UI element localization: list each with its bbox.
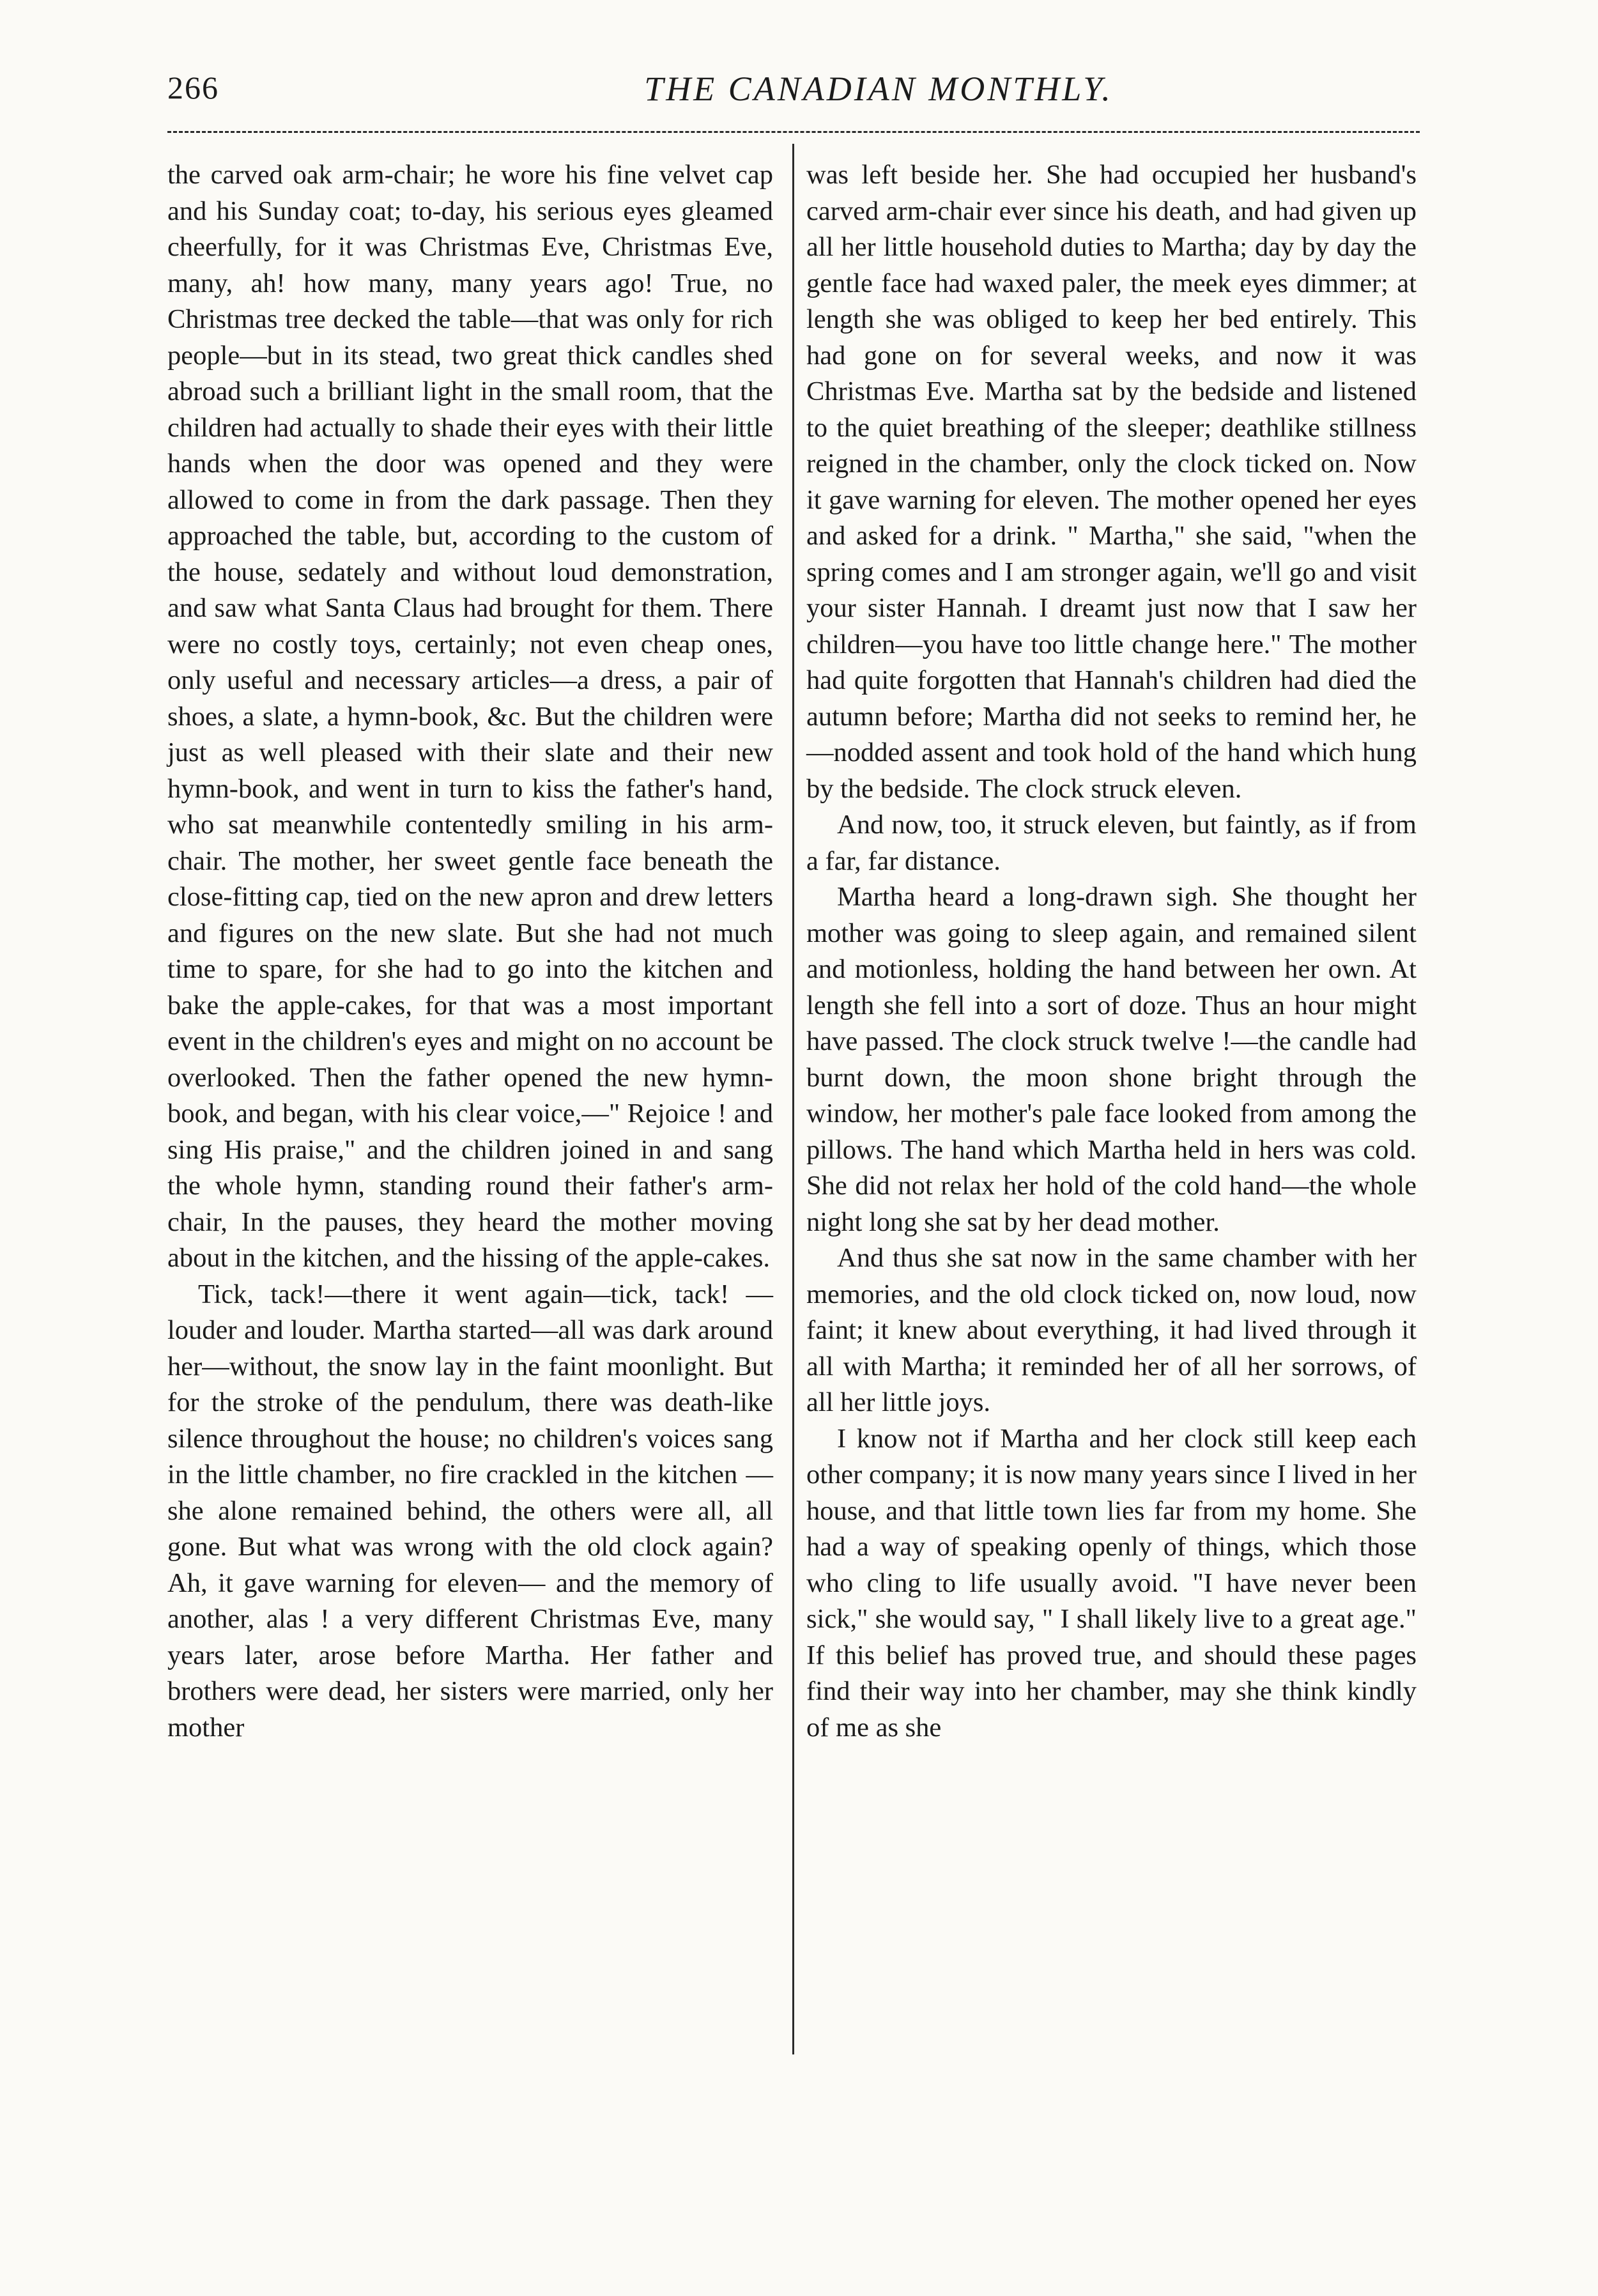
- page-number: 266: [167, 70, 219, 105]
- paragraph: was left beside her. She had occupied her husband's carved arm-chair ever since his death, and had given up all her little household duties to Martha; day by day the gentle face had waxed paler, the meek eyes dimmer; at length she was obliged to keep her bed entirely. This had gone on for several weeks, and now it was Christmas Eve. Martha sat by the bedside and listened to the quiet breathing of the sleeper; deathlike stillness reigned in the chamber, only the clock ticked on. Now it gave warning for eleven. The mother opened her eyes and asked for a drink. " Martha," she said, "when the spring comes and I am stronger again, we'll go and visit your sister Hannah. I dreamt just now that I saw her children—you have too little change here." The mother had quite forgotten that Hannah's children had died the autumn before; Martha did not seeks to remind her, he—nodded assent and took hold of the hand which hung by the bedside. The clock struck eleven.: [806, 160, 1417, 804]
- paragraph: Martha heard a long-drawn sigh. She thought her mother was going to sleep again, and remained silent and motionless, holding the hand between her own. At length she fell into a sort of doze. Thus an hour might have passed. The clock struck twelve !—the candle had burnt down, the moon shone bright through the window, her mother's pale face looked from among the pillows. The hand which Martha held in hers was cold. She did not relax her hold of the cold hand—the whole night long she sat by her dead mother.: [806, 882, 1417, 1237]
- paragraph: And thus she sat now in the same chamber with her memories, and the old clock ticked on, now loud, now faint; it knew about everything, it had lived through it all with Martha; it reminded her of all her sorrows, of all her little joys.: [806, 1243, 1417, 1417]
- left-column: [167, 157, 773, 1746]
- column-divider: [792, 144, 794, 2054]
- header-rule: [167, 131, 1420, 133]
- right-column: [806, 157, 1417, 1746]
- paragraph: the carved oak arm-chair; he wore his fine velvet cap and his Sunday coat; to-day, his serious eyes gleamed cheerfully, for it was Christmas Eve, Christmas Eve, many, ah! how many, many years ago! True, no Christmas tree decked the table—that was only for rich people—but in its stead, two great thick candles shed abroad such a brilliant light in the small room, that the children had actually to shade their eyes with their little hands when the door was opened and they were allowed to come in from the dark passage. Then they approached the table, but, according to the custom of the house, sedately and without loud demonstration, and saw what Santa Claus had brought for them. There were no costly toys, certainly; not even cheap ones, only useful and necessary articles—a dress, a pair of shoes, a slate, a hymn-book, &c. But the children were just as well pleased with their slate and their new hymn-book, and went in turn to kiss the father's hand, who sat meanwhile contentedly smiling in his arm-chair. The mother, her sweet gentle face beneath the close-fitting cap, tied on the new apron and drew letters and figures on the new slate. But she had not much time to spare, for she had to go into the kitchen and bake the apple-cakes, for that was a most important event in the children's eyes and might on no account be overlooked. Then the father opened the new hymn-book, and began, with his clear voice,—" Rejoice ! and sing His praise," and the children joined in and sang the whole hymn, standing round their father's arm-chair, In the pauses, they heard the mother moving about in the kitchen, and the hissing of the apple-cakes.: [167, 160, 773, 1273]
- running-title: THE CANADIAN MONTHLY.: [644, 70, 1113, 108]
- paragraph: I know not if Martha and her clock still keep each other company; it is now many years since I lived in her house, and that little town lies far from my home. She had a way of speaking openly of things, which those who cling to life usually avoid. "I have never been sick," she would say, " I shall likely live to a great age." If this belief has proved true, and should these pages find their way into her chamber, may she think kindly of me as she: [806, 1423, 1417, 1743]
- paragraph: Tick, tack!—there it went again—tick, tack! —louder and louder. Martha started—all was dark around her—without, the snow lay in the faint moonlight. But for the stroke of the pendulum, there was death-like silence throughout the house; no children's voices sang in the little chamber, no fire crackled in the kitchen —she alone remained behind, the others were all, all gone. But what was wrong with the old clock again? Ah, it gave warning for eleven— and the memory of another, alas ! a very different Christmas Eve, many years later, arose before Martha. Her father and brothers were dead, her sisters were married, only her mother: [167, 1279, 773, 1743]
- paragraph: And now, too, it struck eleven, but faintly, as if from a far, far distance.: [806, 810, 1417, 876]
